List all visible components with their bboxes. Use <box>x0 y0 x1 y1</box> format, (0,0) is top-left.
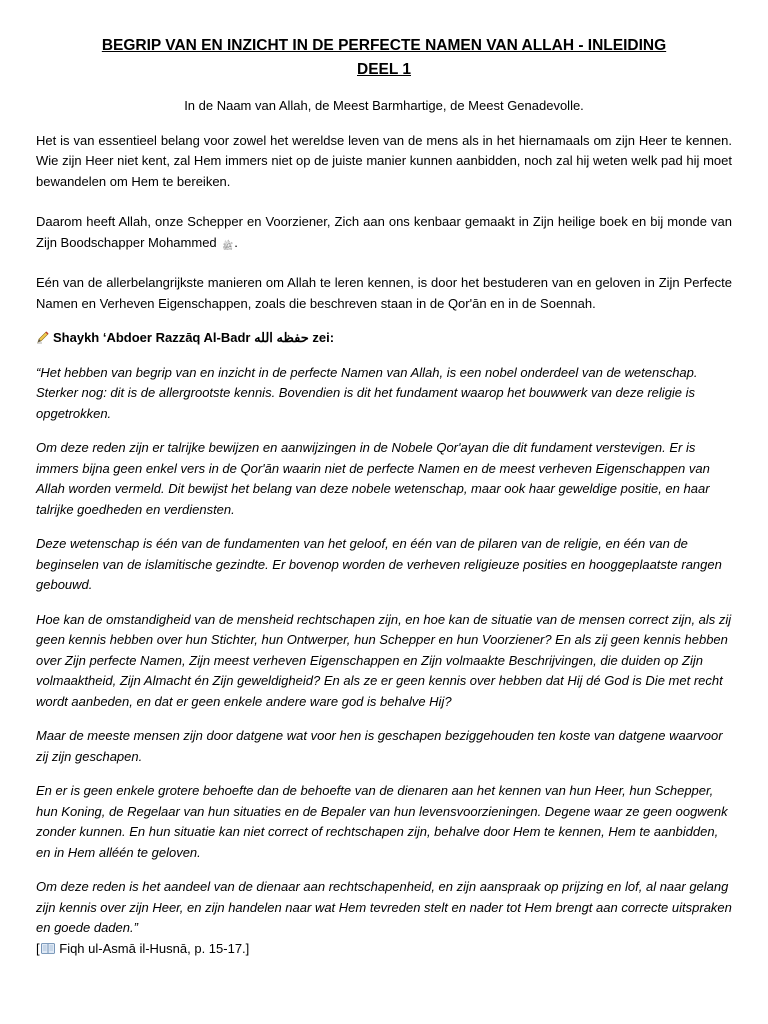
quote-paragraph: Deze wetenschap is één van de fundamenten van het geloof, en één van de pilaren van de religie, en één van de beginselen van de islamitische gezindte. Er bovenop worden de verheven religieuze posities en hooggeplaatste rangen gebouwd. <box>36 536 722 592</box>
quote-paragraph: Maar de meeste mensen zijn door datgene wat voor hen is geschapen beziggehouden ten koste van datgene waarvoor zij zijn geschapen. <box>36 728 723 764</box>
paragraph-3: Eén van de allerbelangrijkste manieren om Allah te leren kennen, is door het bestuderen van en geloven in Zijn Perfecte Namen en Verheven Eigenschappen, zoals die beschreven staan in de Qor'ān en in de Soennah. <box>36 275 732 311</box>
paragraph-2 <box>36 212 732 253</box>
speaker-line <box>36 328 732 349</box>
pen-icon <box>36 330 50 344</box>
salawat-icon: ﷺ <box>222 240 234 251</box>
quote-paragraph: En er is geen enkele grotere behoefte dan de behoefte van de dienaren aan het kennen van hun Heer, hun Schepper, hun Koning, de Regelaar van hun situaties en de Bepaler van hun levensvoorzieningen. Degene waar ze geen oogwenk zonder kunnen. En hun situatie kan niet correct of rechtschapen zijn, behalve door Hem te kennen, Hem te aanbidden, en in Hem alléén te geloven. <box>36 783 728 860</box>
book-icon <box>41 940 55 951</box>
title-line-1: BEGRIP VAN EN INZICHT IN DE PERFECTE NAMEN VAN ALLAH - INLEIDING <box>101 37 667 54</box>
paragraph-2-text: Daarom heeft Allah, onze Schepper en Voorziener, Zich aan ons kenbaar gemaakt in Zijn heilige boek en bij monde van Zijn Boodschapper Mohammed <box>36 214 732 250</box>
paragraph-2-end: . <box>234 234 238 250</box>
basmala-intro: In de Naam van Allah, de Meest Barmhartige, de Meest Genadevolle. <box>184 98 584 113</box>
source-citation <box>36 939 732 960</box>
source-text: Fiqh ul-Asmā il-Husnā, p. 15-17.] <box>59 940 250 956</box>
speaker-text: Shaykh ‘Abdoer Razzāq Al-Badr حفظه الله zei: <box>53 330 335 345</box>
title-line-2: DEEL 1 <box>357 61 411 78</box>
quote-block <box>36 363 732 939</box>
quote-paragraph: “Het hebben van begrip van en inzicht in de perfecte Namen van Allah, is een nobel onderdeel van de wetenschap. Sterker nog: dit is de allergrootste kennis. Bovendien is dit het fundament waarop het bouwwerk van deze religie is opgetrokken. <box>36 364 698 421</box>
quote-paragraph: Hoe kan de omstandigheid van de mensheid rechtschapen zijn, en hoe kan de situatie van de mensen correct zijn, als zij geen kennis hebben over hun Stichter, hun Ontwerper, hun Schepper en hun Voorziener? En als zij geen kennis hebben over Zijn perfecte Namen, Zijn meest verheven Eigenschappen en Zijn volmaakte Beschrijvingen, die duiden op Zijn volmaaktheid, Zijn Almacht én Zijn geweldigheid? En als ze er geen kennis over hebben dat Hij dé God is Die met recht wordt aanbeden, en dat er geen enkele andere ware god is behalve Hij? <box>36 611 732 709</box>
quote-paragraph: Om deze reden is het aandeel van de dienaar aan rechtschapenheid, en zijn aanspraak op prijzing en lof, al naar gelang zijn kennis over zijn Heer, en zijn handelen naar wat Hem tevreden stelt en nader tot Hem brengt aan correcte uitspraken en goede daden.” <box>36 879 732 935</box>
page-title <box>36 34 732 82</box>
source-open-bracket: [ <box>36 940 40 956</box>
paragraph-1: Het is van essentieel belang voor zowel het wereldse leven van de mens als in het hiernamaals om zijn Heer te kennen. Wie zijn Heer niet kent, zal Hem immers niet op de juiste manier kunnen aanbidden, noch zal hij weten welk pad hij moet bewandelen om Hem te bereiken. <box>36 132 732 189</box>
quote-paragraph: Om deze reden zijn er talrijke bewijzen en aanwijzingen in de Nobele Qor'ayan die dit fundament verstevigen. Er is immers bijna geen enkel vers in de Qor'ān waarin niet de perfecte Namen en de meest verheven Eigenschappen van Allah worden vermeld. Dit bewijst het belang van deze nobele wetenschap, maar ook haar geweldige positie, en haar talrijke goedheden en verdiensten. <box>36 440 710 517</box>
